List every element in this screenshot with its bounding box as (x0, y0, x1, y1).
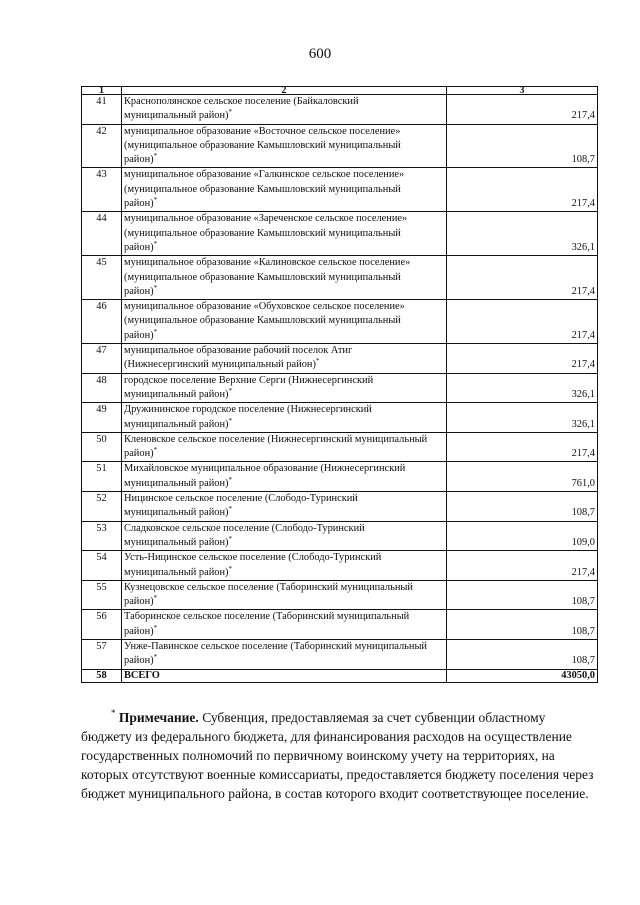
settlement-name-line: район) (124, 154, 154, 166)
row-number: 57 (82, 639, 122, 669)
subvention-amount: 217,4 (447, 256, 598, 300)
subvention-amount: 326,1 (447, 212, 598, 256)
row-number: 45 (82, 256, 122, 300)
settlement-name-line: Михайловское муниципальное образование (Нижнесергинский (124, 463, 406, 475)
row-number: 51 (82, 462, 122, 492)
footnote-mark: * (228, 475, 232, 484)
table-row (82, 521, 598, 551)
settlement-name-line: Кленовское сельское поселение (Нижнесергинский муниципальный (124, 433, 428, 445)
footnote-mark: * (153, 283, 158, 292)
row-number: 56 (82, 610, 122, 640)
settlement-name (122, 610, 447, 640)
settlement-name-line: район) (124, 285, 154, 297)
settlement-name (122, 492, 447, 522)
settlement-name-line: муниципальное образование «Зареченское сельское поселение» (124, 213, 408, 225)
subvention-amount: 108,7 (447, 610, 598, 640)
settlement-name-line: (Нижнесергинский муниципальный район) (124, 359, 316, 371)
row-number: 46 (82, 300, 122, 344)
settlement-name-line: Усть-Ницинское сельское поселение (Слободо-Туринский (124, 552, 382, 564)
settlement-name (122, 256, 447, 300)
row-number: 44 (82, 212, 122, 256)
settlement-name-line: муниципальное образование «Обуховское сельское поселение» (124, 301, 405, 313)
footnote-mark: * (111, 708, 116, 718)
settlement-name-line: муниципальное образование рабочий поселок Атиг (124, 345, 353, 357)
settlement-name-line: муниципальный район) (124, 566, 229, 578)
row-number: 55 (82, 580, 122, 610)
settlement-name-line: (муниципальное образование Камышловский муниципальный (124, 183, 401, 195)
table-row (82, 212, 598, 256)
subvention-amount: 326,1 (447, 403, 598, 433)
page-number: 600 (308, 46, 332, 62)
subvention-table (81, 86, 598, 683)
settlement-name-line: (муниципальное образование Камышловский муниципальный (124, 271, 401, 283)
settlement-name-line: Кузнецовское сельское поселение (Таборинский муниципальный (124, 581, 413, 593)
settlement-name-line: муниципальное образование «Галкинское сельское поселение» (124, 169, 405, 181)
settlement-name (122, 521, 447, 551)
table-row (82, 300, 598, 344)
settlement-name (122, 373, 447, 403)
settlement-name-line: муниципальный район) (124, 110, 229, 122)
total-label: ВСЕГО (122, 669, 447, 682)
settlement-name (122, 403, 447, 433)
table-row (82, 639, 598, 669)
table-row (82, 124, 598, 168)
settlement-name (122, 580, 447, 610)
column-header: 1 (82, 87, 122, 95)
settlement-name-line: Ницинское сельское поселение (Слободо-Туринский (124, 493, 358, 505)
table-row (82, 551, 598, 581)
settlement-name-line: муниципальный район) (124, 477, 229, 489)
row-number: 53 (82, 521, 122, 551)
table-row (82, 462, 598, 492)
settlement-name-line: городское поселение Верхние Серги (Нижнесергинский (124, 374, 374, 386)
table-row (82, 432, 598, 462)
footnote-mark: * (228, 564, 232, 573)
row-number: 42 (82, 124, 122, 168)
subvention-amount: 217,4 (447, 168, 598, 212)
footnote-mark: * (315, 357, 320, 366)
table-row (82, 610, 598, 640)
settlement-name-line: муниципальный район) (124, 507, 229, 519)
table-row (82, 256, 598, 300)
row-number: 43 (82, 168, 122, 212)
row-number: 54 (82, 551, 122, 581)
settlement-name-line: район) (124, 625, 154, 637)
settlement-name-line: район) (124, 241, 154, 253)
table-row (82, 580, 598, 610)
subvention-amount: 108,7 (447, 580, 598, 610)
settlement-name-line: (муниципальное образование Камышловский муниципальный (124, 227, 401, 239)
table-row (82, 95, 598, 125)
settlement-name (122, 95, 447, 125)
row-number: 48 (82, 373, 122, 403)
total-amount: 43050,0 (447, 669, 598, 682)
settlement-name-line: район) (124, 198, 154, 210)
total-row (82, 669, 598, 682)
subvention-amount: 108,7 (447, 492, 598, 522)
note-text: Субвенция, предоставляемая за счет субвенции областному бюджету из федерального бюджета, для финансирования расходов на осуществление государственных полномочий по первичному воинскому учету на территориях, на которых отсутствуют военные комиссариаты, предоставляется бюджету поселения через бюджет муниципального района, в состав которого входит соответствующее поселение. (81, 710, 594, 801)
settlement-name-line: муниципальное образование «Восточное сельское поселение» (124, 125, 401, 137)
settlement-name-line: муниципальный район) (124, 388, 229, 400)
settlement-name-line: муниципальное образование «Калиновское сельское поселение» (124, 257, 411, 269)
settlement-name-line: Сладковское сельское поселение (Слободо-Туринский (124, 522, 365, 534)
settlement-name-line: Дружининское городское поселение (Нижнесергинский (124, 404, 372, 416)
footnote-mark: * (153, 446, 158, 455)
settlement-name-line: район) (124, 596, 154, 608)
subvention-amount: 108,7 (447, 639, 598, 669)
subvention-amount: 217,4 (447, 344, 598, 374)
row-number: 49 (82, 403, 122, 433)
settlement-name (122, 551, 447, 581)
footnote-mark: * (228, 108, 232, 117)
settlement-name-line: муниципальный район) (124, 418, 229, 430)
row-number: 52 (82, 492, 122, 522)
footnote-mark: * (153, 327, 158, 336)
settlement-name-line: район) (124, 448, 154, 460)
table-header-row (82, 87, 598, 95)
total-number: 58 (82, 669, 122, 682)
settlement-name-line: муниципальный район) (124, 536, 229, 548)
footnote-mark: * (228, 505, 232, 514)
subvention-amount: 761,0 (447, 462, 598, 492)
note-title: Примечание. (118, 710, 199, 725)
footnote-mark: * (153, 653, 158, 662)
settlement-name-line: Краснополянское сельское поселение (Байкаловский (124, 96, 359, 107)
row-number: 41 (82, 95, 122, 125)
table-row (82, 403, 598, 433)
subvention-amount: 217,4 (447, 95, 598, 125)
subvention-amount: 217,4 (447, 432, 598, 462)
settlement-name (122, 639, 447, 669)
settlement-name (122, 432, 447, 462)
settlement-name-line: (муниципальное образование Камышловский муниципальный (124, 315, 401, 327)
subvention-amount: 217,4 (447, 300, 598, 344)
settlement-name-line: Унже-Павинское сельское поселение (Таборинский муниципальный (124, 640, 427, 652)
footnote-mark: * (228, 386, 232, 395)
row-number: 47 (82, 344, 122, 374)
footnote-mark: * (153, 239, 158, 248)
footnote-mark: * (153, 623, 158, 632)
footnote-mark: * (228, 416, 232, 425)
settlement-name-line: Таборинское сельское поселение (Таборинский муниципальный (124, 611, 410, 623)
footnote-mark: * (153, 196, 158, 205)
settlement-name-line: район) (124, 655, 154, 667)
footnote-note (81, 708, 597, 803)
subvention-amount: 217,4 (447, 551, 598, 581)
table-row (82, 168, 598, 212)
settlement-name (122, 124, 447, 168)
subvention-amount: 326,1 (447, 373, 598, 403)
settlement-name (122, 300, 447, 344)
footnote-mark: * (153, 152, 158, 161)
settlement-name-line: район) (124, 329, 154, 341)
footnote-mark: * (153, 594, 158, 603)
table-row (82, 492, 598, 522)
settlement-name-line: (муниципальное образование Камышловский муниципальный (124, 139, 401, 151)
settlement-name (122, 212, 447, 256)
settlement-name (122, 462, 447, 492)
settlement-name (122, 344, 447, 374)
table-row (82, 373, 598, 403)
subvention-amount: 108,7 (447, 124, 598, 168)
table-row (82, 344, 598, 374)
column-header: 3 (447, 87, 598, 95)
subvention-amount: 109,0 (447, 521, 598, 551)
settlement-name (122, 168, 447, 212)
column-header: 2 (122, 87, 447, 95)
row-number: 50 (82, 432, 122, 462)
footnote-mark: * (228, 534, 232, 543)
